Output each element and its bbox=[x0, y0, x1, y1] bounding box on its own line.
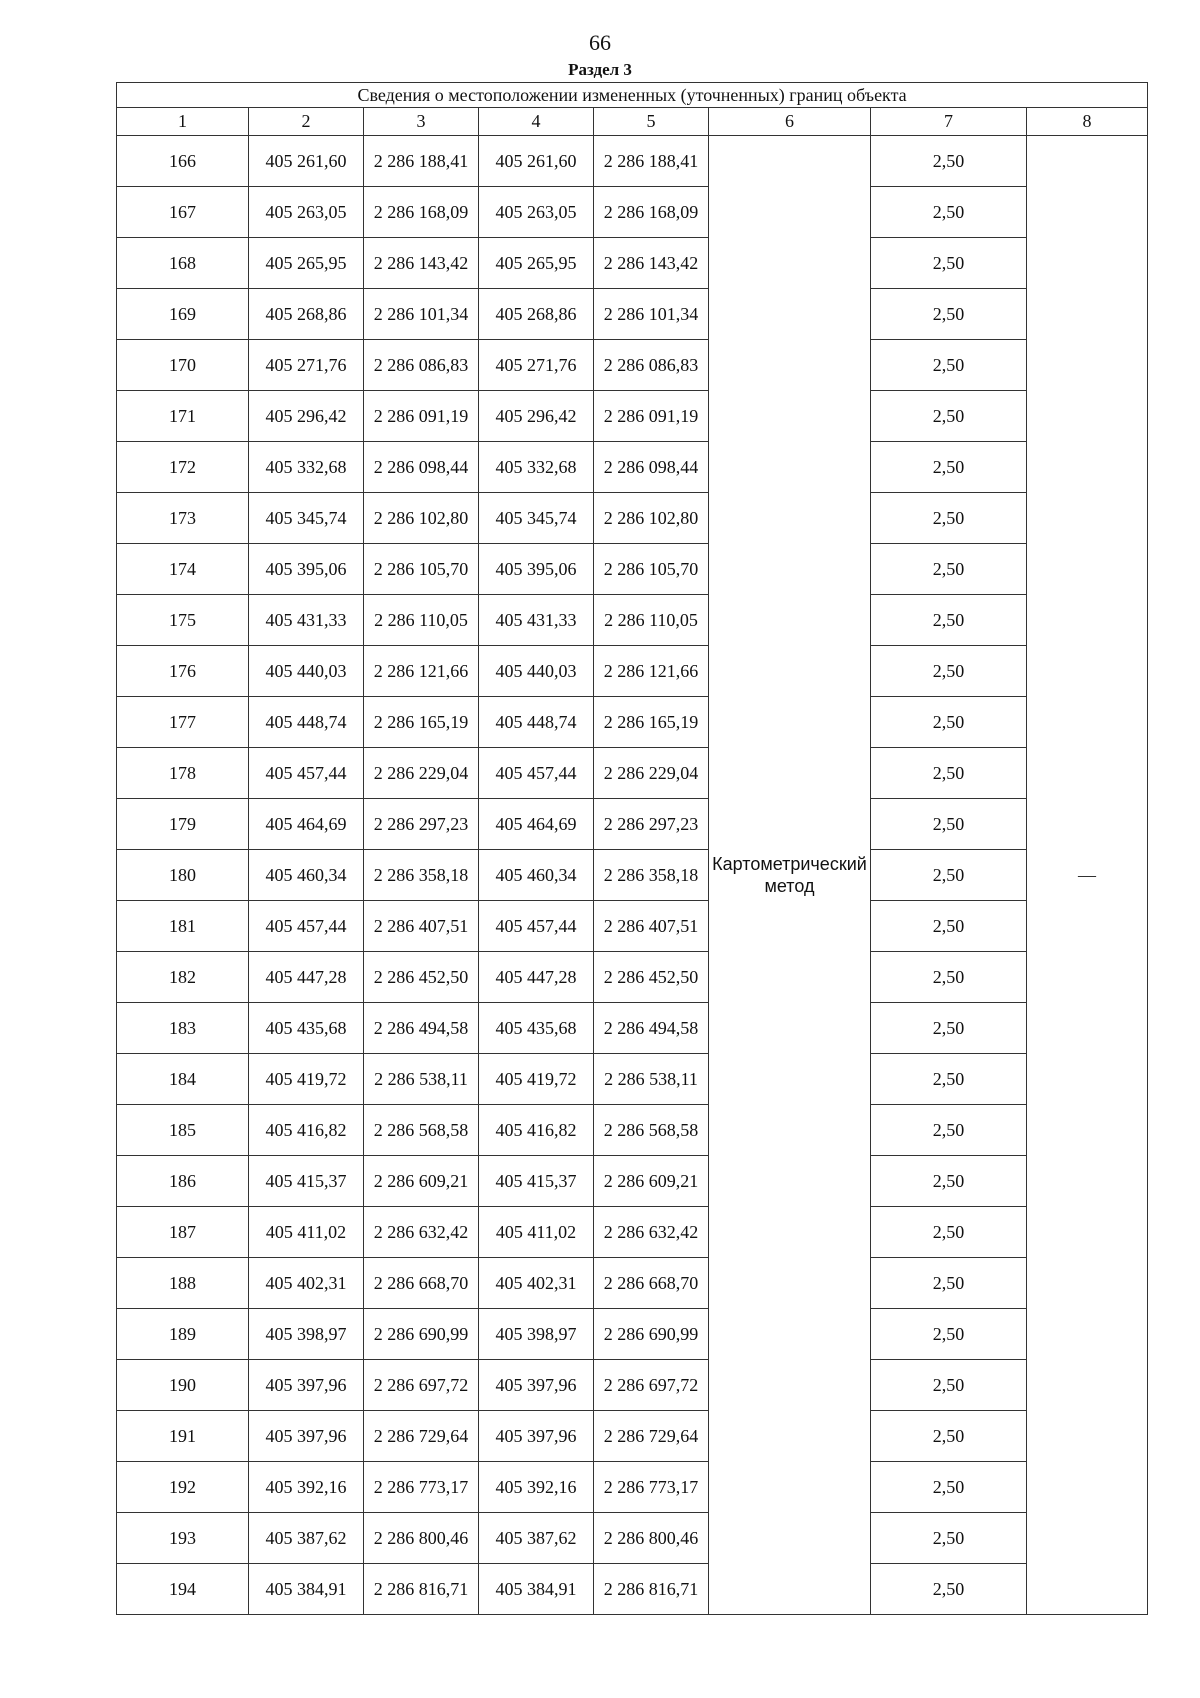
accuracy-cell: 2,50 bbox=[871, 187, 1027, 238]
y-new-cell: 2 286 101,34 bbox=[594, 289, 709, 340]
table-caption: Сведения о местоположении измененных (уточненных) границ объекта bbox=[117, 83, 1148, 108]
accuracy-cell: 2,50 bbox=[871, 136, 1027, 187]
y-old-cell: 2 286 098,44 bbox=[364, 442, 479, 493]
y-new-cell: 2 286 086,83 bbox=[594, 340, 709, 391]
point-number-cell: 188 bbox=[117, 1258, 249, 1309]
table-body bbox=[117, 136, 1148, 1615]
table-row bbox=[117, 646, 1148, 697]
x-new-cell: 405 431,33 bbox=[479, 595, 594, 646]
table-row bbox=[117, 1564, 1148, 1615]
table-row bbox=[117, 289, 1148, 340]
column8-cell: — bbox=[1027, 136, 1148, 1615]
y-old-cell: 2 286 452,50 bbox=[364, 952, 479, 1003]
y-old-cell: 2 286 697,72 bbox=[364, 1360, 479, 1411]
point-number-cell: 172 bbox=[117, 442, 249, 493]
table-row bbox=[117, 595, 1148, 646]
accuracy-cell: 2,50 bbox=[871, 1156, 1027, 1207]
y-new-cell: 2 286 407,51 bbox=[594, 901, 709, 952]
accuracy-cell: 2,50 bbox=[871, 1258, 1027, 1309]
point-number-cell: 170 bbox=[117, 340, 249, 391]
point-number-cell: 166 bbox=[117, 136, 249, 187]
accuracy-cell: 2,50 bbox=[871, 646, 1027, 697]
accuracy-cell: 2,50 bbox=[871, 697, 1027, 748]
y-old-cell: 2 286 101,34 bbox=[364, 289, 479, 340]
accuracy-cell: 2,50 bbox=[871, 1054, 1027, 1105]
y-new-cell: 2 286 690,99 bbox=[594, 1309, 709, 1360]
point-number-cell: 186 bbox=[117, 1156, 249, 1207]
x-old-cell: 405 416,82 bbox=[249, 1105, 364, 1156]
column-header: 3 bbox=[364, 108, 479, 136]
table-row bbox=[117, 238, 1148, 289]
point-number-cell: 190 bbox=[117, 1360, 249, 1411]
table-row bbox=[117, 493, 1148, 544]
x-old-cell: 405 392,16 bbox=[249, 1462, 364, 1513]
x-new-cell: 405 271,76 bbox=[479, 340, 594, 391]
y-old-cell: 2 286 229,04 bbox=[364, 748, 479, 799]
y-new-cell: 2 286 098,44 bbox=[594, 442, 709, 493]
x-old-cell: 405 263,05 bbox=[249, 187, 364, 238]
point-number-cell: 180 bbox=[117, 850, 249, 901]
x-new-cell: 405 415,37 bbox=[479, 1156, 594, 1207]
accuracy-cell: 2,50 bbox=[871, 238, 1027, 289]
y-new-cell: 2 286 816,71 bbox=[594, 1564, 709, 1615]
x-new-cell: 405 268,86 bbox=[479, 289, 594, 340]
x-new-cell: 405 457,44 bbox=[479, 748, 594, 799]
y-old-cell: 2 286 690,99 bbox=[364, 1309, 479, 1360]
x-new-cell: 405 447,28 bbox=[479, 952, 594, 1003]
table-row bbox=[117, 1258, 1148, 1309]
x-old-cell: 405 457,44 bbox=[249, 901, 364, 952]
y-old-cell: 2 286 105,70 bbox=[364, 544, 479, 595]
table-row bbox=[117, 901, 1148, 952]
y-old-cell: 2 286 165,19 bbox=[364, 697, 479, 748]
x-old-cell: 405 419,72 bbox=[249, 1054, 364, 1105]
point-number-cell: 185 bbox=[117, 1105, 249, 1156]
accuracy-cell: 2,50 bbox=[871, 748, 1027, 799]
column-header: 5 bbox=[594, 108, 709, 136]
point-number-cell: 178 bbox=[117, 748, 249, 799]
x-old-cell: 405 271,76 bbox=[249, 340, 364, 391]
table-row bbox=[117, 697, 1148, 748]
y-old-cell: 2 286 143,42 bbox=[364, 238, 479, 289]
accuracy-cell: 2,50 bbox=[871, 901, 1027, 952]
table-row bbox=[117, 1309, 1148, 1360]
x-old-cell: 405 431,33 bbox=[249, 595, 364, 646]
x-new-cell: 405 332,68 bbox=[479, 442, 594, 493]
x-new-cell: 405 392,16 bbox=[479, 1462, 594, 1513]
point-number-cell: 192 bbox=[117, 1462, 249, 1513]
y-old-cell: 2 286 568,58 bbox=[364, 1105, 479, 1156]
column-header: 7 bbox=[871, 108, 1027, 136]
x-old-cell: 405 332,68 bbox=[249, 442, 364, 493]
x-old-cell: 405 457,44 bbox=[249, 748, 364, 799]
table-row bbox=[117, 187, 1148, 238]
y-old-cell: 2 286 729,64 bbox=[364, 1411, 479, 1462]
x-new-cell: 405 464,69 bbox=[479, 799, 594, 850]
table-row bbox=[117, 1411, 1148, 1462]
table-row bbox=[117, 1054, 1148, 1105]
accuracy-cell: 2,50 bbox=[871, 799, 1027, 850]
x-old-cell: 405 411,02 bbox=[249, 1207, 364, 1258]
x-new-cell: 405 395,06 bbox=[479, 544, 594, 595]
x-old-cell: 405 398,97 bbox=[249, 1309, 364, 1360]
method-cell: Картометрический метод bbox=[709, 136, 871, 1615]
y-new-cell: 2 286 800,46 bbox=[594, 1513, 709, 1564]
table-row bbox=[117, 1105, 1148, 1156]
column-header: 6 bbox=[709, 108, 871, 136]
point-number-cell: 171 bbox=[117, 391, 249, 442]
table-row bbox=[117, 1156, 1148, 1207]
point-number-cell: 173 bbox=[117, 493, 249, 544]
y-new-cell: 2 286 538,11 bbox=[594, 1054, 709, 1105]
table-row bbox=[117, 748, 1148, 799]
y-new-cell: 2 286 121,66 bbox=[594, 646, 709, 697]
x-old-cell: 405 345,74 bbox=[249, 493, 364, 544]
accuracy-cell: 2,50 bbox=[871, 1411, 1027, 1462]
y-new-cell: 2 286 297,23 bbox=[594, 799, 709, 850]
point-number-cell: 179 bbox=[117, 799, 249, 850]
point-number-cell: 193 bbox=[117, 1513, 249, 1564]
x-old-cell: 405 265,95 bbox=[249, 238, 364, 289]
x-new-cell: 405 457,44 bbox=[479, 901, 594, 952]
accuracy-cell: 2,50 bbox=[871, 391, 1027, 442]
x-new-cell: 405 419,72 bbox=[479, 1054, 594, 1105]
point-number-cell: 191 bbox=[117, 1411, 249, 1462]
y-old-cell: 2 286 816,71 bbox=[364, 1564, 479, 1615]
x-old-cell: 405 387,62 bbox=[249, 1513, 364, 1564]
y-new-cell: 2 286 729,64 bbox=[594, 1411, 709, 1462]
point-number-cell: 183 bbox=[117, 1003, 249, 1054]
y-new-cell: 2 286 494,58 bbox=[594, 1003, 709, 1054]
table-row bbox=[117, 1207, 1148, 1258]
x-new-cell: 405 345,74 bbox=[479, 493, 594, 544]
point-number-cell: 169 bbox=[117, 289, 249, 340]
column-header: 2 bbox=[249, 108, 364, 136]
coordinates-table bbox=[116, 82, 1148, 1615]
accuracy-cell: 2,50 bbox=[871, 1360, 1027, 1411]
table-header-row bbox=[117, 108, 1148, 136]
x-old-cell: 405 448,74 bbox=[249, 697, 364, 748]
table-row bbox=[117, 136, 1148, 187]
y-new-cell: 2 286 102,80 bbox=[594, 493, 709, 544]
point-number-cell: 174 bbox=[117, 544, 249, 595]
x-old-cell: 405 395,06 bbox=[249, 544, 364, 595]
y-new-cell: 2 286 091,19 bbox=[594, 391, 709, 442]
x-new-cell: 405 411,02 bbox=[479, 1207, 594, 1258]
accuracy-cell: 2,50 bbox=[871, 1003, 1027, 1054]
y-old-cell: 2 286 407,51 bbox=[364, 901, 479, 952]
y-old-cell: 2 286 086,83 bbox=[364, 340, 479, 391]
x-new-cell: 405 384,91 bbox=[479, 1564, 594, 1615]
point-number-cell: 168 bbox=[117, 238, 249, 289]
table-caption-row bbox=[117, 83, 1148, 108]
x-new-cell: 405 261,60 bbox=[479, 136, 594, 187]
y-new-cell: 2 286 110,05 bbox=[594, 595, 709, 646]
accuracy-cell: 2,50 bbox=[871, 1309, 1027, 1360]
y-new-cell: 2 286 632,42 bbox=[594, 1207, 709, 1258]
y-new-cell: 2 286 168,09 bbox=[594, 187, 709, 238]
y-old-cell: 2 286 297,23 bbox=[364, 799, 479, 850]
accuracy-cell: 2,50 bbox=[871, 952, 1027, 1003]
accuracy-cell: 2,50 bbox=[871, 1207, 1027, 1258]
point-number-cell: 181 bbox=[117, 901, 249, 952]
y-old-cell: 2 286 609,21 bbox=[364, 1156, 479, 1207]
y-old-cell: 2 286 121,66 bbox=[364, 646, 479, 697]
x-new-cell: 405 263,05 bbox=[479, 187, 594, 238]
accuracy-cell: 2,50 bbox=[871, 442, 1027, 493]
x-new-cell: 405 460,34 bbox=[479, 850, 594, 901]
section-title: Раздел 3 bbox=[568, 60, 632, 79]
y-old-cell: 2 286 168,09 bbox=[364, 187, 479, 238]
x-old-cell: 405 447,28 bbox=[249, 952, 364, 1003]
table-row bbox=[117, 340, 1148, 391]
column-header: 8 bbox=[1027, 108, 1148, 136]
y-old-cell: 2 286 102,80 bbox=[364, 493, 479, 544]
accuracy-cell: 2,50 bbox=[871, 1564, 1027, 1615]
y-old-cell: 2 286 632,42 bbox=[364, 1207, 479, 1258]
y-new-cell: 2 286 143,42 bbox=[594, 238, 709, 289]
x-new-cell: 405 435,68 bbox=[479, 1003, 594, 1054]
x-old-cell: 405 397,96 bbox=[249, 1360, 364, 1411]
point-number-cell: 182 bbox=[117, 952, 249, 1003]
point-number-cell: 167 bbox=[117, 187, 249, 238]
y-new-cell: 2 286 773,17 bbox=[594, 1462, 709, 1513]
page-number: 66 bbox=[589, 30, 611, 55]
x-old-cell: 405 397,96 bbox=[249, 1411, 364, 1462]
x-new-cell: 405 387,62 bbox=[479, 1513, 594, 1564]
y-new-cell: 2 286 452,50 bbox=[594, 952, 709, 1003]
y-new-cell: 2 286 229,04 bbox=[594, 748, 709, 799]
x-old-cell: 405 296,42 bbox=[249, 391, 364, 442]
x-old-cell: 405 460,34 bbox=[249, 850, 364, 901]
x-new-cell: 405 402,31 bbox=[479, 1258, 594, 1309]
x-old-cell: 405 402,31 bbox=[249, 1258, 364, 1309]
y-old-cell: 2 286 538,11 bbox=[364, 1054, 479, 1105]
x-old-cell: 405 440,03 bbox=[249, 646, 364, 697]
x-new-cell: 405 296,42 bbox=[479, 391, 594, 442]
table-row bbox=[117, 1513, 1148, 1564]
x-new-cell: 405 398,97 bbox=[479, 1309, 594, 1360]
table-row bbox=[117, 850, 1148, 901]
accuracy-cell: 2,50 bbox=[871, 340, 1027, 391]
y-old-cell: 2 286 358,18 bbox=[364, 850, 479, 901]
accuracy-cell: 2,50 bbox=[871, 493, 1027, 544]
x-new-cell: 405 448,74 bbox=[479, 697, 594, 748]
x-old-cell: 405 268,86 bbox=[249, 289, 364, 340]
table-row bbox=[117, 391, 1148, 442]
point-number-cell: 194 bbox=[117, 1564, 249, 1615]
y-new-cell: 2 286 668,70 bbox=[594, 1258, 709, 1309]
column-header: 1 bbox=[117, 108, 249, 136]
accuracy-cell: 2,50 bbox=[871, 1105, 1027, 1156]
point-number-cell: 187 bbox=[117, 1207, 249, 1258]
y-new-cell: 2 286 609,21 bbox=[594, 1156, 709, 1207]
table-row bbox=[117, 544, 1148, 595]
table-row bbox=[117, 1003, 1148, 1054]
y-new-cell: 2 286 165,19 bbox=[594, 697, 709, 748]
x-old-cell: 405 435,68 bbox=[249, 1003, 364, 1054]
y-new-cell: 2 286 568,58 bbox=[594, 1105, 709, 1156]
x-old-cell: 405 415,37 bbox=[249, 1156, 364, 1207]
y-old-cell: 2 286 668,70 bbox=[364, 1258, 479, 1309]
y-new-cell: 2 286 697,72 bbox=[594, 1360, 709, 1411]
x-new-cell: 405 397,96 bbox=[479, 1360, 594, 1411]
point-number-cell: 177 bbox=[117, 697, 249, 748]
y-new-cell: 2 286 188,41 bbox=[594, 136, 709, 187]
table-row bbox=[117, 1360, 1148, 1411]
y-old-cell: 2 286 188,41 bbox=[364, 136, 479, 187]
y-old-cell: 2 286 773,17 bbox=[364, 1462, 479, 1513]
y-old-cell: 2 286 494,58 bbox=[364, 1003, 479, 1054]
x-old-cell: 405 464,69 bbox=[249, 799, 364, 850]
table-row bbox=[117, 1462, 1148, 1513]
x-new-cell: 405 265,95 bbox=[479, 238, 594, 289]
x-new-cell: 405 440,03 bbox=[479, 646, 594, 697]
column-header: 4 bbox=[479, 108, 594, 136]
accuracy-cell: 2,50 bbox=[871, 289, 1027, 340]
table-row bbox=[117, 952, 1148, 1003]
point-number-cell: 189 bbox=[117, 1309, 249, 1360]
table-row bbox=[117, 442, 1148, 493]
point-number-cell: 176 bbox=[117, 646, 249, 697]
x-new-cell: 405 397,96 bbox=[479, 1411, 594, 1462]
y-old-cell: 2 286 110,05 bbox=[364, 595, 479, 646]
accuracy-cell: 2,50 bbox=[871, 595, 1027, 646]
accuracy-cell: 2,50 bbox=[871, 1462, 1027, 1513]
accuracy-cell: 2,50 bbox=[871, 850, 1027, 901]
table-row bbox=[117, 799, 1148, 850]
x-new-cell: 405 416,82 bbox=[479, 1105, 594, 1156]
y-old-cell: 2 286 800,46 bbox=[364, 1513, 479, 1564]
y-new-cell: 2 286 105,70 bbox=[594, 544, 709, 595]
point-number-cell: 184 bbox=[117, 1054, 249, 1105]
accuracy-cell: 2,50 bbox=[871, 544, 1027, 595]
y-old-cell: 2 286 091,19 bbox=[364, 391, 479, 442]
point-number-cell: 175 bbox=[117, 595, 249, 646]
x-old-cell: 405 261,60 bbox=[249, 136, 364, 187]
y-new-cell: 2 286 358,18 bbox=[594, 850, 709, 901]
x-old-cell: 405 384,91 bbox=[249, 1564, 364, 1615]
accuracy-cell: 2,50 bbox=[871, 1513, 1027, 1564]
